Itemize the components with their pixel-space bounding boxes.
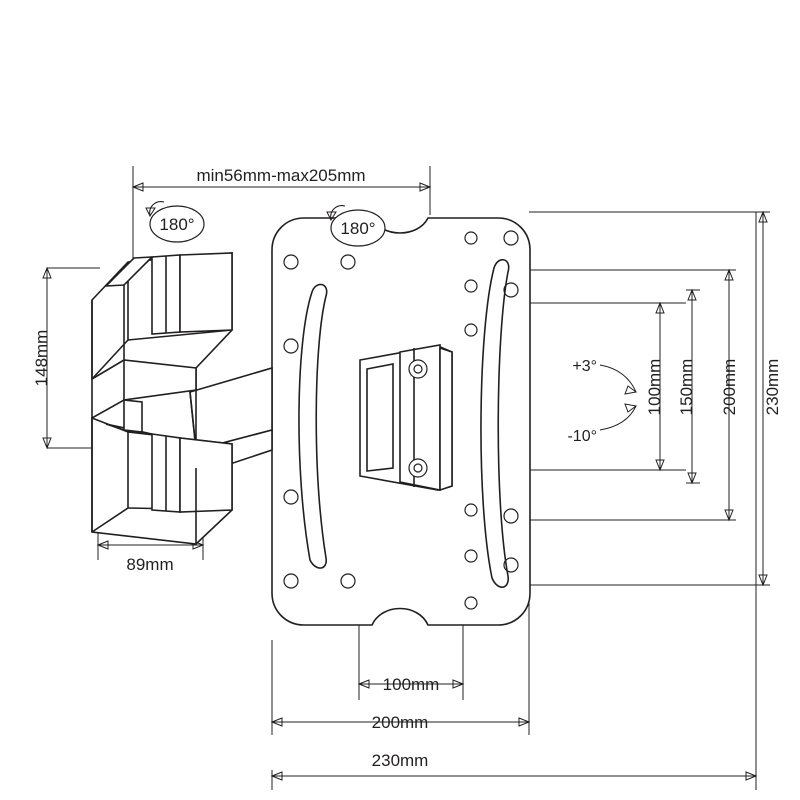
label-extension-range: min56mm-max205mm: [196, 166, 366, 185]
label-swivel-left: 180°: [159, 215, 195, 234]
label-vesa-width-200mm: 200mm: [371, 713, 429, 732]
label-vesa-height-150mm: 150mm: [677, 358, 696, 416]
label-vesa-height-100mm: 100mm: [645, 358, 664, 416]
label-height-148mm: 148mm: [32, 329, 51, 387]
label-vesa-height-200mm: 200mm: [720, 358, 739, 416]
label-depth-89mm: 89mm: [126, 555, 174, 574]
label-vesa-height-230mm: 230mm: [763, 358, 782, 416]
label-tilt-down: -10°: [567, 428, 597, 445]
label-vesa-width-230mm: 230mm: [371, 751, 429, 770]
label-vesa-width-100mm: 100mm: [382, 675, 440, 694]
tilt-head-assembly: [360, 345, 452, 490]
label-tilt-up: +3°: [572, 358, 597, 375]
label-swivel-right: 180°: [340, 219, 376, 238]
tilt-angle-markers: [600, 365, 636, 430]
